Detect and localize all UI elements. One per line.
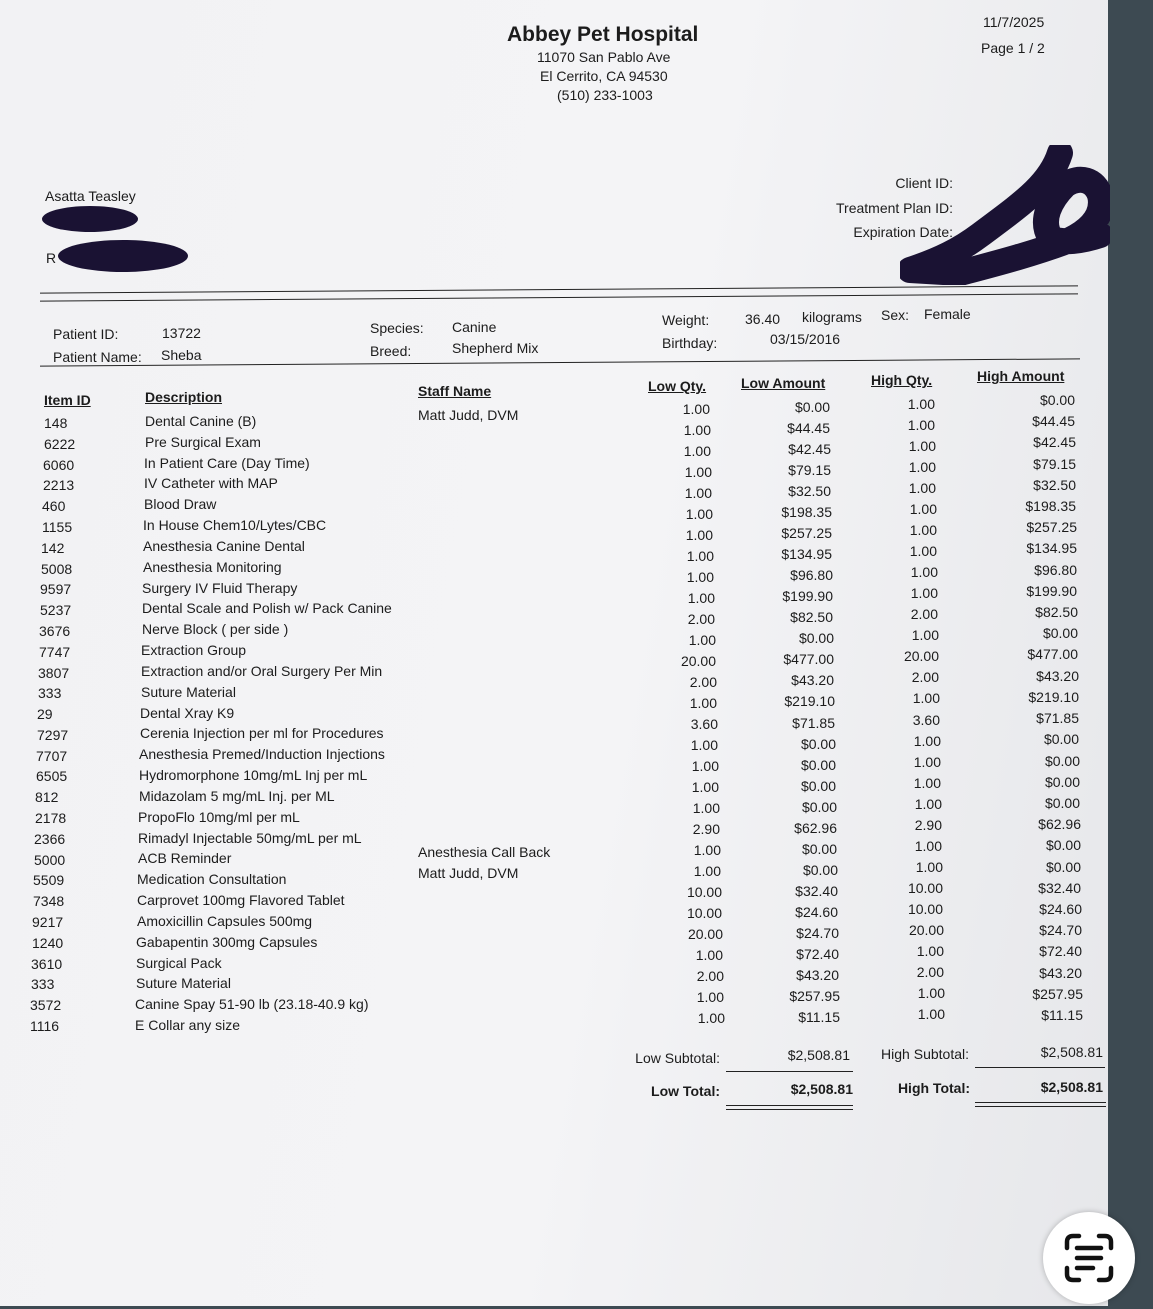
low-qty: 1.00: [685, 506, 713, 522]
weight-label: Weight:: [662, 312, 710, 328]
high-qty: 1.00: [909, 522, 937, 538]
high-total-label: High Total:: [897, 1080, 970, 1096]
high-qty: 1.00: [911, 627, 939, 643]
high-amount: $43.20: [1036, 668, 1079, 684]
high-qty: 20.00: [908, 922, 944, 938]
high-qty: 1.00: [908, 438, 936, 454]
item-description: IV Catheter with MAP: [144, 475, 278, 491]
high-qty: 1.00: [915, 859, 943, 875]
item-id: 5237: [40, 602, 72, 618]
low-subtotal-value: $2,508.81: [787, 1047, 850, 1063]
item-id: 3572: [30, 997, 62, 1013]
low-qty: 10.00: [686, 884, 722, 900]
client-name: Asatta Teasley: [45, 188, 136, 204]
high-qty: 1.00: [909, 543, 937, 559]
item-id: 1240: [32, 935, 64, 951]
high-qty: 1.00: [913, 775, 941, 791]
col-header-low-amount: Low Amount: [741, 375, 826, 391]
low-qty: 1.00: [690, 737, 718, 753]
col-header-high-amount: High Amount: [977, 368, 1065, 384]
item-description: Suture Material: [141, 684, 236, 700]
low-amount: $219.10: [784, 693, 835, 709]
hospital-address-line2: El Cerrito, CA 94530: [540, 68, 668, 84]
high-amount: $42.45: [1033, 434, 1076, 450]
high-amount: $0.00: [1045, 837, 1081, 853]
high-qty: 1.00: [907, 417, 935, 433]
low-amount: $43.20: [796, 967, 839, 983]
birthday-value: 03/15/2016: [770, 331, 841, 347]
item-description: In House Chem10/Lytes/CBC: [143, 517, 327, 533]
species-label: Species:: [370, 320, 424, 336]
item-description: Nerve Block ( per side ): [142, 621, 289, 637]
hospital-phone: (510) 233-1003: [557, 87, 653, 103]
col-header-description: Description: [145, 389, 223, 405]
low-qty: 20.00: [687, 926, 723, 942]
item-description: Dental Scale and Polish w/ Pack Canine: [142, 600, 392, 616]
breed-value: Shepherd Mix: [452, 340, 539, 356]
high-amount: $24.60: [1039, 901, 1082, 917]
item-id: 9217: [32, 914, 64, 930]
item-description: Medication Consultation: [137, 871, 287, 887]
item-id: 9597: [40, 581, 72, 597]
separator-line: [40, 285, 1078, 293]
item-id: 1116: [30, 1018, 60, 1034]
item-id: 5008: [41, 561, 73, 577]
item-id: 7747: [39, 644, 71, 660]
low-amount: $96.80: [790, 567, 833, 583]
item-description: PropoFlo 10mg/ml per mL: [138, 809, 300, 825]
high-qty: 3.60: [912, 712, 940, 728]
print-date: 11/7/2025: [983, 14, 1045, 30]
low-qty: 1.00: [688, 632, 716, 648]
low-qty: 2.00: [689, 674, 717, 690]
low-total-value: $2,508.81: [790, 1081, 853, 1097]
item-id: 2178: [35, 810, 67, 826]
high-qty: 20.00: [903, 648, 939, 664]
client-id-label: Client ID:: [895, 175, 953, 191]
high-amount: $0.00: [1044, 774, 1080, 790]
patient-name-label: Patient Name:: [53, 349, 142, 365]
low-amount: $198.35: [781, 504, 832, 520]
high-qty: 1.00: [913, 754, 941, 770]
high-qty: 2.00: [911, 669, 939, 685]
item-description: Anesthesia Canine Dental: [143, 538, 305, 554]
low-amount: $257.95: [789, 988, 840, 1004]
high-amount: $199.90: [1026, 583, 1077, 599]
low-amount: $257.25: [781, 525, 832, 541]
high-qty: 1.00: [916, 943, 944, 959]
item-id: 2366: [34, 831, 66, 847]
item-id: 2213: [43, 477, 75, 493]
item-description: Surgical Pack: [136, 955, 222, 971]
item-description: Surgery IV Fluid Therapy: [142, 580, 298, 596]
item-description: Blood Draw: [144, 496, 217, 512]
high-qty: 1.00: [908, 459, 936, 475]
item-description: Dental Xray K9: [140, 705, 235, 721]
low-amount: $134.95: [781, 546, 832, 562]
item-id: 333: [31, 976, 55, 992]
weight-unit: kilograms: [802, 309, 862, 325]
item-id: 148: [44, 415, 68, 431]
low-qty: 2.00: [687, 611, 715, 627]
item-description: Anesthesia Monitoring: [143, 559, 282, 575]
item-description: ACB Reminder: [138, 850, 232, 866]
low-qty: 1.00: [683, 443, 711, 459]
high-qty: 1.00: [908, 480, 936, 496]
birthday-label: Birthday:: [662, 335, 718, 351]
staff-name: Matt Judd, DVM: [418, 407, 519, 423]
high-amount: $0.00: [1042, 625, 1078, 641]
col-header-low-qty: Low Qty.: [648, 378, 707, 394]
low-qty: 1.00: [691, 758, 719, 774]
item-description: Carprovet 100mg Flavored Tablet: [137, 892, 345, 908]
low-amount: $79.15: [788, 462, 831, 478]
low-qty: 1.00: [685, 527, 713, 543]
low-amount: $199.90: [782, 588, 833, 604]
low-total-label: Low Total:: [651, 1083, 720, 1099]
high-qty: 1.00: [914, 838, 942, 854]
low-qty: 1.00: [684, 464, 712, 480]
high-qty: 1.00: [917, 985, 945, 1001]
high-amount: $71.85: [1036, 710, 1079, 726]
low-qty: 10.00: [686, 905, 722, 921]
patient-id-value: 13722: [162, 325, 201, 341]
subtotal-rule: [975, 1067, 1105, 1068]
low-amount: $0.00: [800, 778, 836, 794]
item-description: Midazolam 5 mg/mL Inj. per ML: [139, 788, 335, 804]
breed-label: Breed:: [370, 343, 412, 359]
item-id: 3676: [39, 623, 71, 639]
high-amount: $0.00: [1044, 795, 1080, 811]
high-qty: 1.00: [910, 585, 938, 601]
item-id: 6505: [36, 768, 68, 784]
high-amount: $257.95: [1032, 986, 1083, 1002]
high-qty: 2.00: [910, 606, 938, 622]
item-description: Hydromorphone 10mg/mL Inj per mL: [139, 767, 368, 783]
item-id: 812: [35, 789, 59, 805]
staff-name: Anesthesia Call Back: [418, 844, 551, 860]
high-amount: $0.00: [1043, 731, 1079, 747]
high-amount: $72.40: [1039, 943, 1082, 959]
low-amount: $0.00: [800, 736, 836, 752]
high-amount: $11.15: [1041, 1007, 1083, 1023]
item-id: 5509: [33, 872, 65, 888]
high-subtotal-label: High Subtotal:: [881, 1046, 969, 1062]
total-double-rule: [726, 1105, 853, 1106]
high-amount: $43.20: [1039, 965, 1082, 981]
high-qty: 1.00: [913, 733, 941, 749]
high-amount: $219.10: [1028, 689, 1079, 705]
redaction-scribble: [900, 145, 1110, 285]
hospital-name: Abbey Pet Hospital: [507, 23, 699, 46]
item-id: 29: [37, 706, 53, 722]
high-amount: $0.00: [1044, 753, 1080, 769]
high-amount: $134.95: [1026, 540, 1077, 556]
item-id: 3610: [31, 956, 63, 972]
high-amount: $477.00: [1027, 646, 1078, 662]
high-qty: 1.00: [912, 690, 940, 706]
low-amount: $0.00: [794, 399, 830, 415]
redaction-mark: [42, 206, 138, 232]
subtotal-rule: [726, 1071, 853, 1072]
item-id: 5000: [34, 852, 66, 868]
high-amount: $198.35: [1025, 498, 1076, 514]
redaction-mark: [58, 240, 188, 272]
client-address-fragment: R: [46, 250, 57, 266]
low-qty: 1.00: [695, 947, 723, 963]
col-header-staff-name: Staff Name: [418, 383, 492, 399]
high-qty: 1.00: [909, 501, 937, 517]
staff-name: Matt Judd, DVM: [418, 865, 519, 881]
high-amount: $257.25: [1026, 519, 1077, 535]
sex-label: Sex:: [881, 307, 910, 323]
item-id: 7348: [33, 893, 65, 909]
low-qty: 1.00: [684, 485, 712, 501]
item-description: Gabapentin 300mg Capsules: [136, 934, 318, 950]
high-amount: $79.15: [1033, 456, 1076, 472]
low-qty: 2.00: [696, 968, 724, 984]
item-id: 6222: [44, 436, 76, 452]
high-amount: $96.80: [1034, 562, 1077, 578]
item-description: Extraction and/or Oral Surgery Per Min: [141, 663, 383, 679]
high-qty: 1.00: [907, 396, 935, 412]
high-amount: $0.00: [1045, 859, 1081, 875]
total-double-rule: [726, 1109, 853, 1110]
high-qty: 2.90: [914, 817, 942, 833]
item-id: 1155: [42, 519, 73, 535]
patient-name-value: Sheba: [161, 347, 202, 363]
low-amount: $72.40: [796, 946, 839, 962]
item-id: 333: [38, 685, 62, 701]
item-description: Extraction Group: [141, 642, 247, 658]
high-qty: 1.00: [910, 564, 938, 580]
high-amount: $62.96: [1038, 816, 1081, 832]
low-amount: $43.20: [791, 672, 834, 688]
item-description: Suture Material: [136, 975, 231, 991]
low-qty: 3.60: [690, 716, 718, 732]
low-qty: 1.00: [686, 569, 714, 585]
item-id: 3807: [38, 665, 70, 681]
patient-id-label: Patient ID:: [53, 326, 119, 342]
low-qty: 1.00: [687, 590, 715, 606]
high-amount: $0.00: [1039, 392, 1075, 408]
low-amount: $0.00: [798, 630, 834, 646]
weight-value: 36.40: [745, 311, 781, 327]
low-amount: $44.45: [787, 420, 830, 436]
low-amount: $71.85: [792, 715, 835, 731]
item-id: 7297: [37, 727, 69, 743]
item-id: 142: [41, 540, 65, 556]
high-amount: $44.45: [1032, 413, 1075, 429]
high-qty: 2.00: [916, 964, 944, 980]
high-amount: $32.50: [1033, 477, 1076, 493]
low-qty: 20.00: [680, 653, 716, 669]
high-qty: 10.00: [907, 880, 943, 896]
low-qty: 1.00: [689, 695, 717, 711]
high-amount: $32.40: [1038, 880, 1081, 896]
item-description: Pre Surgical Exam: [145, 434, 261, 450]
species-value: Canine: [452, 319, 497, 335]
item-description: In Patient Care (Day Time): [144, 455, 310, 471]
low-amount: $0.00: [801, 841, 837, 857]
low-qty: 1.00: [692, 800, 720, 816]
item-description: Cerenia Injection per ml for Procedures: [140, 725, 384, 741]
high-subtotal-value: $2,508.81: [1040, 1044, 1103, 1060]
low-amount: $0.00: [802, 862, 838, 878]
low-amount: $82.50: [790, 609, 833, 625]
low-qty: 1.00: [693, 863, 721, 879]
low-amount: $32.40: [795, 883, 838, 899]
item-id: 7707: [36, 748, 68, 764]
low-amount: $24.70: [796, 925, 839, 941]
low-qty: 1.00: [697, 1010, 725, 1026]
page-number: Page 1 / 2: [981, 40, 1045, 56]
item-description: Dental Canine (B): [145, 413, 257, 429]
low-amount: $24.60: [795, 904, 838, 920]
low-qty: 1.00: [691, 779, 719, 795]
high-total-value: $2,508.81: [1040, 1079, 1103, 1095]
live-text-scan-icon: [1043, 1212, 1135, 1304]
item-description: Amoxicillin Capsules 500mg: [137, 913, 313, 929]
low-amount: $477.00: [783, 651, 834, 667]
low-amount: $32.50: [788, 483, 831, 499]
low-qty: 2.90: [692, 821, 720, 837]
high-amount: $82.50: [1035, 604, 1078, 620]
low-amount: $0.00: [801, 799, 837, 815]
low-qty: 1.00: [686, 548, 714, 564]
low-amount: $42.45: [788, 441, 831, 457]
low-qty: 1.00: [696, 989, 724, 1005]
low-amount: $11.15: [798, 1009, 840, 1025]
total-double-rule: [975, 1102, 1106, 1103]
expiration-date-label: Expiration Date:: [853, 224, 953, 240]
high-qty: 10.00: [907, 901, 943, 917]
low-subtotal-label: Low Subtotal:: [635, 1050, 720, 1066]
treatment-plan-id-label: Treatment Plan ID:: [836, 200, 953, 216]
total-double-rule: [975, 1106, 1106, 1107]
item-id: 6060: [43, 457, 75, 473]
live-text-button[interactable]: [1043, 1212, 1135, 1304]
high-qty: 1.00: [917, 1006, 945, 1022]
item-description: Anesthesia Premed/Induction Injections: [139, 746, 385, 762]
separator-line: [40, 293, 1078, 301]
low-qty: 1.00: [683, 422, 711, 438]
low-qty: 1.00: [693, 842, 721, 858]
col-header-item-id: Item ID: [44, 392, 91, 408]
high-qty: 1.00: [914, 796, 942, 812]
low-amount: $62.96: [794, 820, 837, 836]
item-description: E Collar any size: [135, 1017, 241, 1033]
col-header-high-qty: High Qty.: [871, 372, 933, 388]
low-qty: 1.00: [682, 401, 710, 417]
sex-value: Female: [924, 306, 971, 322]
high-amount: $24.70: [1039, 922, 1082, 938]
item-id: 460: [42, 498, 66, 514]
item-description: Rimadyl Injectable 50mg/mL per mL: [138, 830, 362, 846]
low-amount: $0.00: [800, 757, 836, 773]
hospital-address-line1: 11070 San Pablo Ave: [537, 49, 671, 65]
item-description: Canine Spay 51-90 lb (23.18-40.9 kg): [135, 996, 369, 1012]
